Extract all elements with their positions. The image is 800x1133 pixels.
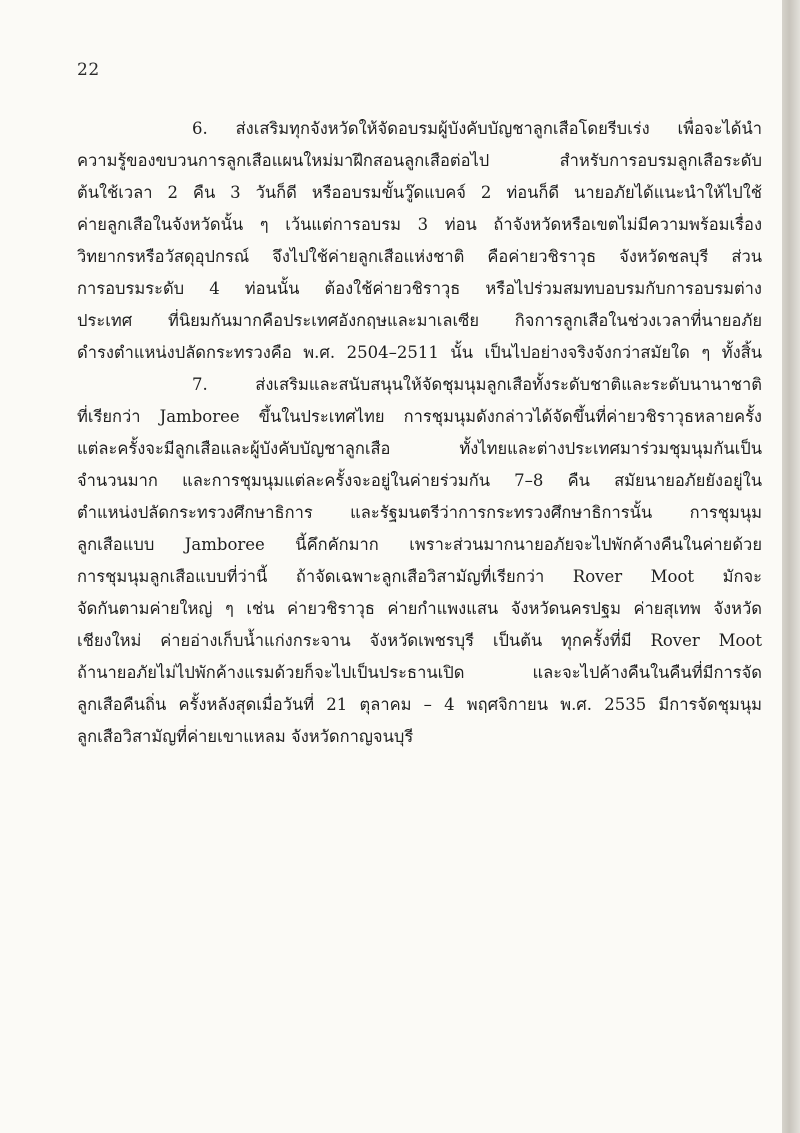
text-line: จำนวนมาก และการชุมนุมแต่ละครั้งจะอยู่ในค่ายร่วมกัน 7–8 คืน สมัยนายอภัยยังอยู่ใน xyxy=(77,471,762,490)
text-line: วิทยากรหรือวัสดุอุปกรณ์ จึงไปใช้ค่ายลูกเสือแห่งชาติ คือค่ายวชิราวุธ จังหวัดชลบุรี ส่วน xyxy=(77,247,762,266)
page-edge xyxy=(782,0,800,1133)
text-line: แต่ละครั้งจะมีลูกเสือและผู้บังคับบัญชาลูกเสือ ทั้งไทยและต่างประเทศมาร่วมชุมนุมกันเป็น xyxy=(77,439,762,458)
text-line: ต้นใช้เวลา 2 คืน 3 วันก็ดี หรืออบรมขั้นวู๊ดแบคจ์ 2 ท่อนก็ดี นายอภัยได้แนะนำให้ไปใช้ xyxy=(77,183,762,202)
text-line: การอบรมระดับ 4 ท่อนนั้น ต้องใช้ค่ายวชิราวุธ หรือไปร่วมสมทบอบรมกับการอบรมต่าง xyxy=(77,279,762,298)
text-line: ที่เรียกว่า Jamboree ขึ้นในประเทศไทย การชุมนุมดังกล่าวได้จัดขึ้นที่ค่ายวชิราวุธหลายครั้ง xyxy=(77,407,762,426)
body-text xyxy=(77,113,762,753)
text-line: ถ้านายอภัยไม่ไปพักค้างแรมด้วยก็จะไปเป็นประธานเปิด และจะไปค้างคืนในคืนที่มีการจัด xyxy=(77,663,762,682)
text-line: ลูกเสือแบบ Jamboree นี้คึกคักมาก เพราะส่วนมากนายอภัยจะไปพักค้างคืนในค่ายด้วย xyxy=(77,535,762,554)
text-line: ลูกเสือคืนถิ่น ครั้งหลังสุดเมื่อวันที่ 21 ตุลาคม – 4 พฤศจิกายน พ.ศ. 2535 มีการจัดชุมนุม xyxy=(77,695,762,714)
page-number: 22 xyxy=(77,60,100,80)
text-line: ตำแหน่งปลัดกระทรวงศึกษาธิการ และรัฐมนตรีว่าการกระทรวงศึกษาธิการนั้น การชุมนุม xyxy=(77,503,762,522)
text-line: ประเทศ ที่นิยมกันมากคือประเทศอังกฤษและมาเลเซีย กิจการลูกเสือในช่วงเวลาที่นายอภัย xyxy=(77,311,762,330)
text-line: ค่ายลูกเสือในจังหวัดนั้น ๆ เว้นแต่การอบรม 3 ท่อน ถ้าจังหวัดหรือเขตไม่มีความพร้อมเรื่อง xyxy=(77,215,762,234)
text-line: 7. ส่งเสริมและสนับสนุนให้จัดชุมนุมลูกเสือทั้งระดับชาติและระดับนานาชาติ xyxy=(192,375,762,394)
text-line: 6. ส่งเสริมทุกจังหวัดให้จัดอบรมผู้บังคับบัญชาลูกเสือโดยรีบเร่ง เพื่อจะได้นำ xyxy=(192,119,762,138)
text-line: จัดกันตามค่ายใหญ่ ๆ เช่น ค่ายวชิราวุธ ค่ายกำแพงแสน จังหวัดนครปฐม ค่ายสุเทพ จังหวัด xyxy=(77,599,762,618)
text-line: ดำรงตำแหน่งปลัดกระทรวงคือ พ.ศ. 2504–2511 นั้น เป็นไปอย่างจริงจังกว่าสมัยใด ๆ ทั้งสิ้น xyxy=(77,343,762,362)
text-line: การชุมนุมลูกเสือแบบที่ว่านี้ ถ้าจัดเฉพาะลูกเสือวิสามัญที่เรียกว่า Rover Moot มักจะ xyxy=(77,567,762,586)
text-line: เชียงใหม่ ค่ายอ่างเก็บน้ำแก่งกระจาน จังหวัดเพชรบุรี เป็นต้น ทุกครั้งที่มี Rover Moot xyxy=(77,631,762,650)
text-line: ลูกเสือวิสามัญที่ค่ายเขาแหลม จังหวัดกาญจนบุรี xyxy=(77,727,414,746)
text-line: ความรู้ของขบวนการลูกเสือแผนใหม่มาฝึกสอนลูกเสือต่อไป สำหรับการอบรมลูกเสือระดับ xyxy=(77,151,762,170)
